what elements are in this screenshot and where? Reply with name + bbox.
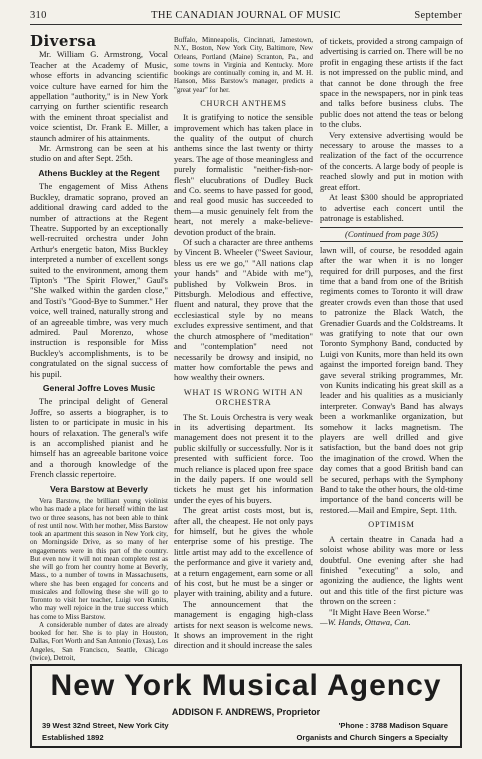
running-header: [30, 10, 462, 25]
page-number: 310: [30, 10, 47, 21]
ad-address: 39 West 32nd Street, New York City: [42, 721, 169, 730]
paragraph: The great artist costs most, but is, after all, the cheapest. He not only pays for himself, but he gives the whole enterprise some of his prestige. The little artist may add to the excellence of the performance and give it variety and, at a return engagement, earn some or all of his cost, but he must be a singer or player with training, ability and a future.: [174, 505, 313, 599]
column-2: [174, 36, 313, 651]
advertisement: [30, 664, 462, 748]
issue-month: September: [414, 10, 462, 21]
ad-title: New York Musical Agency: [50, 669, 442, 702]
paragraph: At least $300 should be appropriated to advertise each concert until the patronage is established.: [320, 192, 463, 223]
attribution: —W. Hands, Ottawa, Can.: [320, 616, 411, 627]
section-heading: Diversa: [30, 32, 97, 50]
article-heading: WHAT IS WRONG WITH AN ORCHESTRA: [183, 387, 304, 408]
paragraph: Vera Barstow, the brilliant young violinist who has made a place for herself within the last two or three seasons, has not been able to think of rest until now. With her mother, Miss Barstow took an apartment this season in New York city, on Morningside Drive, as so many of her engagements were in this part of the country. But even now it will not mean complete rest as she will go from her country home at Beverly, Mass., to a number of towns in Massachusetts, where she has been engaged for concerts and musicales and following these she will go to Toronto to visit her teacher, Luigi von Kunits, who may well rejoice in the true success which has come to Miss Barstow.: [30, 497, 168, 621]
paragraph: "It Might Have Been Worse.": [329, 606, 430, 617]
article-heading: Vera Barstow at Beverly: [50, 483, 148, 494]
paragraph: The principal delight of General Joffre, so asserts a biographer, is to listen to or participate in music in his hours of relaxation. The general's wife is an accomplished pianist and he himself has an agreeable baritone voice and a thorough knowledge of the French classic repertoire.: [30, 396, 168, 480]
paragraph: It is gratifying to notice the sensible improvement which has taken place in the quality of the output of church anthems since the last twenty or thirty years. The age of those meaningless and purely formalistic "neither-fish-nor-flesh" elucubrations of Dudley Buck and Co. seems to have passed for good, and real good music has succeeded to them—a music genuinely felt from the heart, not merely a make-believe-devotion product of the brain.: [174, 112, 313, 237]
article-heading: Athens Buckley at the Regent: [38, 167, 160, 178]
paragraph: Buffalo, Minneapolis, Cincinnati, Jamestown, N.Y., Boston, New York City, Baltimore, New Orleans, Portland (Maine) Scranton, Pa., and some towns in Virginia and Kentucky. More bookings are continually coming in, and M. H. Hanson, Miss Barstow's manager, predicts a "great year" for her.: [174, 36, 313, 94]
continued-note: (Continued from page 305): [320, 227, 463, 241]
paragraph: Of such a character are three anthems by Vincent B. Wheeler ("Sweet Saviour, bless us ere we go," "All nations clap your hands" and "Abide with me"), published by Volkwein Bros. in Pittsburgh. Melodious and effective, fluent and natural, they prove that the ecclesiastical style by no means excludes expressive sentiment, and that the church atmosphere of "meditation" and "contemplation" need not necessarily be drowsy and insipid, no matter how comfortable the pews and how wealthy their owners.: [174, 237, 313, 383]
journal-title: THE CANADIAN JOURNAL OF MUSIC: [151, 10, 341, 21]
paragraph: lawn will, of course, be resodded again after the war when it is no longer required for drill purposes, and the first time that a band from one of the British regiments comes to Toronto it will draw greater crowds even than those that used to patronize the Black Watch, the Grenadier Guards and the Coldstreams. It was gratifying to note that our own Toronto Symphony Band, conducted by Luigi von Kunits, more than held its own against the imported foreign band. They gave several striking programmes, Mr. von Kunits indicating his great skill as a leader and his qualities as a musicianly interpreter. Conway's Band has always been a workmanlike organization, but somehow it lacks magnetism. The players are well drilled and give satisfaction, but the band does not grip the imagination of the crowd. When the day comes that a good British band can be secured, perhaps with the Symphony Band to take the other hours, the old-time importance of the band concerts will be restored.—Mail and Empire, Sept. 11th.: [320, 244, 463, 515]
paragraph: Very extensive advertising would be necessary to arouse the masses to a realization of the fact of the occurrence of the concerts. A large body of people is reached slowly and put in motion with great effort.: [320, 129, 463, 192]
column-3: [320, 36, 463, 627]
paragraph: of tickets, provided a strong campaign of advertising is carried on. There will be no profit in engaging these artists if the fact is not impressed on the public mind, and that cannot be done through the free space in the newspapers, nor in pink teas and talks before business clubs. The public does not attend the teas or belong to the clubs.: [320, 36, 463, 130]
paragraph: The engagement of Miss Athens Buckley, dramatic soprano, proved an additional drawing card added to the number of attractions at the Regent Theatre. Supported by an exceptionally well-recruited orchestra under John Arthur's energetic baton, Miss Buckley interpreted a number of excellent songs suited to the environment, among them Tipton's "The Spirit Flower," Gaul's "She walked within the garden close," and Tosti's "Good-Bye to Summer." Her voice, well trained, naturally strong and of an agreeable timbre, was very much admired. Paul Morenzo, whose instruction is responsible for Miss Buckley's accomplishments, is to be congratulated on the signal success of his pupil.: [30, 181, 168, 379]
paragraph: A certain theatre in Canada had a soloist whose ability was more or less doubtful. One evening after she had finished "executing" a solo, and agonizing the audience, the lights went out and this title of the first picture was thrown on the screen :: [320, 533, 463, 607]
paragraph: Mr. Armstrong can be seen at his studio on and after Sept. 25th.: [30, 143, 168, 164]
column-1: [30, 32, 168, 662]
ad-specialty: Organists and Church Singers a Specialty: [296, 733, 448, 742]
paragraph: The announcement that the management is engaging high-class artists for next season is welcome news. It shows an improvement in the right direction and it should increase the sales: [174, 598, 313, 651]
paragraph: The St. Louis Orchestra is very weak in its advertising department. Its management does not present it to the public skilfully or successfully. Nor is it presented with sufficient force. Too much reliance is placed upon free space in the daily papers. If one would sell tickets he must get his information under the eyes of his buyers.: [174, 411, 313, 505]
ad-established: Established 1892: [42, 733, 104, 742]
paragraph: A considerable number of dates are already booked for her. She is to play in Houston, Dallas, Fort Worth and San Antonio (Texas), Los Angeles, San Francisco, Seattle, Chicago (twice), Detroit,: [30, 620, 168, 662]
paragraph: Mr. William G. Armstrong, Vocal Teacher at the Academy of Music, whose efforts in advancing scientific voice culture have earned for him the appellation "authority," is in New York carrying on further scientific research with the eminent throat specialist and voice scientist, Dr. Frank E. Miller, a staunch admirer of his attainments.: [30, 49, 168, 143]
article-heading: General Joffre Loves Music: [42, 383, 156, 393]
article-heading: CHURCH ANTHEMS: [200, 98, 287, 108]
ad-phone: 'Phone : 3788 Madison Square: [338, 721, 448, 730]
ad-proprietor: ADDISON F. ANDREWS, Proprietor: [171, 707, 321, 717]
article-heading: OPTIMISM: [368, 520, 415, 530]
